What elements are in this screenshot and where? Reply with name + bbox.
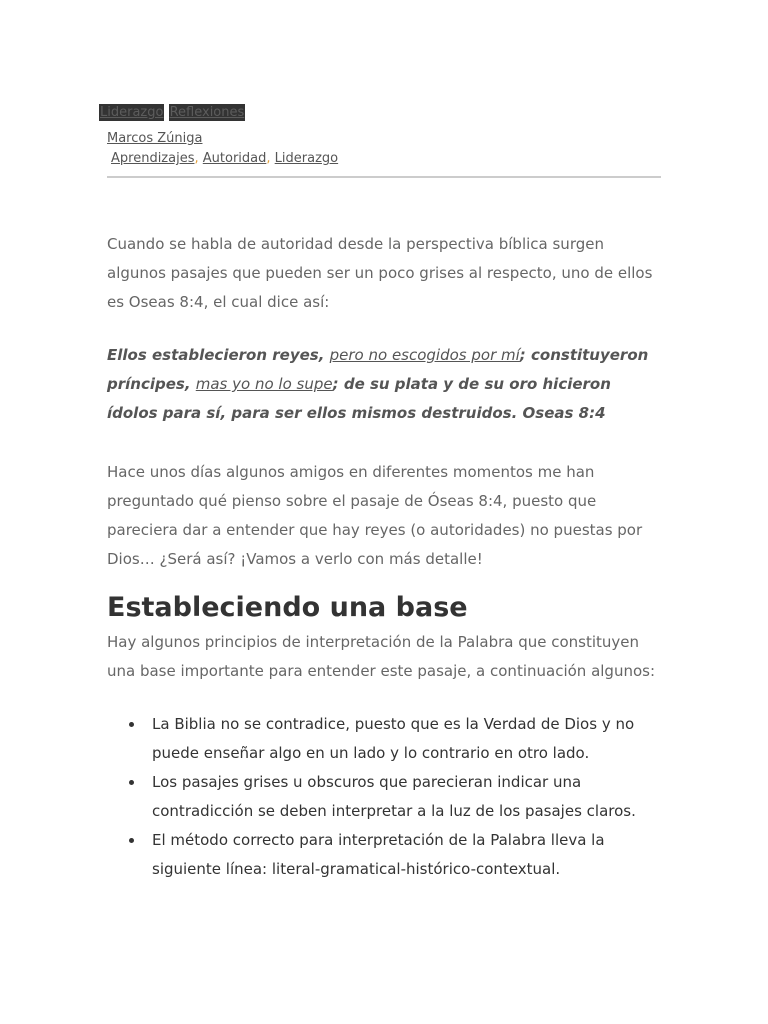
list-item [152, 768, 661, 826]
intro-paragraph: Cuando se habla de autoridad desde la perspectiva bíblica surgen algunos pasajes que pueden ser un poco grises al respecto, uno de ellos es Oseas 8:4, el cual dice así: [107, 235, 653, 311]
tag-link-liderazgo[interactable]: Liderazgo [274, 151, 339, 166]
list-item-text: El método correcto para interpretación de la Palabra lleva la siguiente línea: literal-gramatical-histórico-contextual. [152, 831, 605, 878]
bible-quote [107, 341, 661, 428]
tag-link-autoridad[interactable]: Autoridad [202, 151, 267, 166]
category-link-reflexiones[interactable]: Reflexiones [169, 105, 245, 120]
list-item [152, 710, 661, 768]
tag-separator: , [266, 151, 271, 166]
list-item-text: La Biblia no se contradice, puesto que es la Verdad de Dios y no puede enseñar algo en un lado y lo contrario en otro lado. [152, 715, 635, 762]
second-paragraph: Hace unos días algunos amigos en diferentes momentos me han preguntado qué pienso sobre el pasaje de Óseas 8:4, puesto que pareciera dar a entender que hay reyes (o autoridades) no puestas por Dios… ¿Será así? ¡Vamos a verlo con más detalle! [107, 463, 643, 568]
quote-text: ; de su plata y de su oro hicieron ídolos para sí, para ser ellos mismos destruidos. Oseas 8:4 [107, 375, 611, 422]
category-link-liderazgo[interactable]: Liderazgo [100, 105, 164, 120]
section-heading: Estableciendo una base [107, 592, 468, 623]
bullet-icon [129, 780, 134, 785]
quote-underlined-text: mas yo no lo supe [195, 375, 333, 393]
header-divider [107, 176, 661, 178]
quote-underlined-text: pero no escogidos por mí [329, 346, 520, 364]
quote-text: Ellos establecieron reyes, [107, 346, 330, 364]
tag-link-aprendizajes[interactable]: Aprendizajes [111, 151, 195, 166]
third-paragraph: Hay algunos principios de interpretación de la Palabra que constituyen una base importante para entender este pasaje, a continuación algunos: [107, 633, 656, 680]
tag-links [111, 150, 338, 167]
list-item-text: Los pasajes grises u obscuros que parecieran indicar una contradicción se deben interpretar a la luz de los pasajes claros. [152, 773, 636, 820]
principles-list [107, 710, 661, 884]
author-link[interactable]: Marcos Zúniga [107, 131, 203, 146]
tag-separator: , [194, 151, 199, 166]
bullet-icon [129, 838, 134, 843]
bullet-icon [129, 722, 134, 727]
list-item [152, 826, 661, 884]
category-links [100, 104, 267, 121]
quote-text: ; constituyeron príncipes, [107, 346, 649, 393]
